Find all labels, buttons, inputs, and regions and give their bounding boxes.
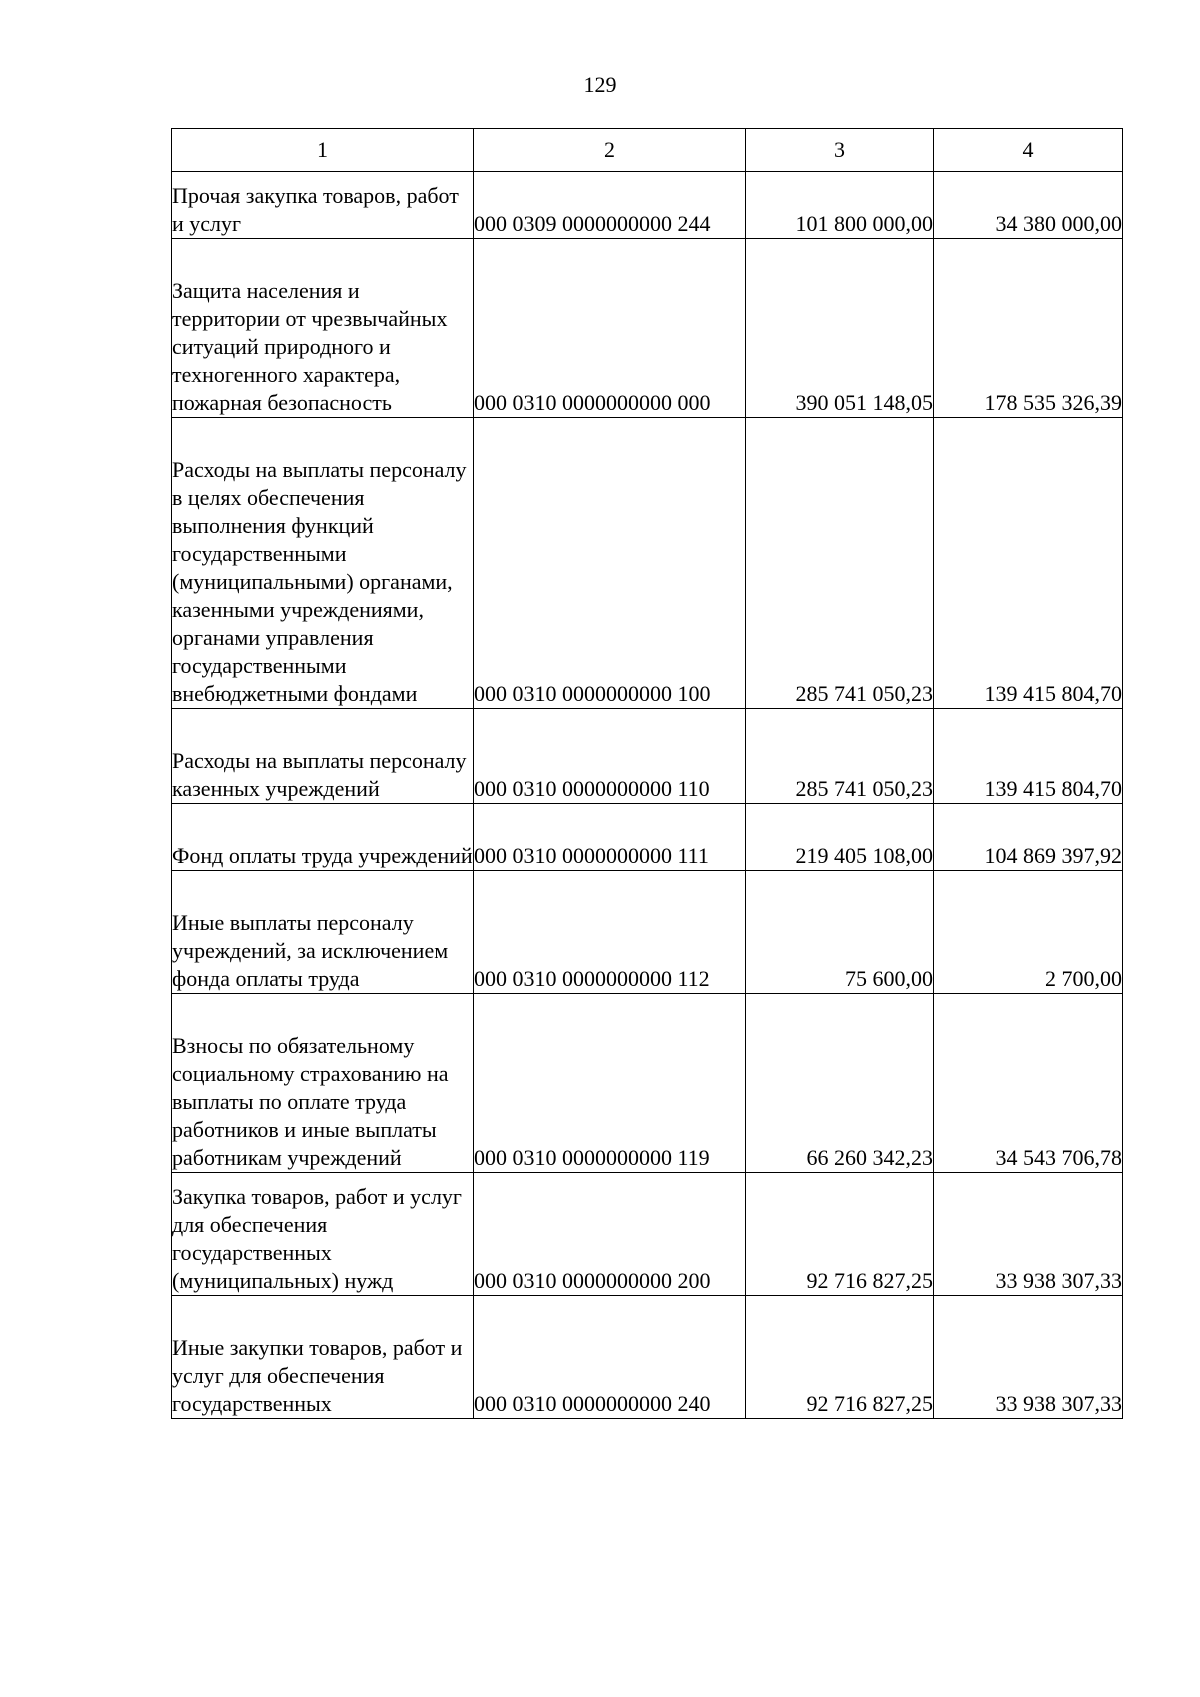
row-name: Фонд оплаты труда учреждений bbox=[172, 804, 474, 871]
column-header-2: 2 bbox=[474, 129, 746, 172]
column-header-1: 1 bbox=[172, 129, 474, 172]
row-name: Расходы на выплаты персоналу казенных учреждений bbox=[172, 709, 474, 804]
column-header-4: 4 bbox=[934, 129, 1123, 172]
row-value-4: 139 415 804,70 bbox=[934, 709, 1123, 804]
row-value-4: 33 938 307,33 bbox=[934, 1173, 1123, 1296]
row-value-3: 390 051 148,05 bbox=[746, 239, 934, 418]
table-row bbox=[172, 172, 1123, 239]
row-code: 000 0310 0000000000 100 bbox=[474, 418, 746, 709]
row-name: Расходы на выплаты персоналу в целях обеспечения выполнения функций государственными (муниципальными) органами, казенными учреждениями, органами управления государственными внебюджетными фондами bbox=[172, 418, 474, 709]
row-value-4: 178 535 326,39 bbox=[934, 239, 1123, 418]
row-code: 000 0310 0000000000 112 bbox=[474, 871, 746, 994]
row-value-3: 285 741 050,23 bbox=[746, 418, 934, 709]
row-name: Иные выплаты персоналу учреждений, за исключением фонда оплаты труда bbox=[172, 871, 474, 994]
row-name: Защита населения и территории от чрезвычайных ситуаций природного и техногенного характера, пожарная безопасность bbox=[172, 239, 474, 418]
table-row bbox=[172, 709, 1123, 804]
row-value-4: 34 543 706,78 bbox=[934, 994, 1123, 1173]
table-header-row bbox=[172, 129, 1123, 172]
row-code: 000 0310 0000000000 111 bbox=[474, 804, 746, 871]
budget-table bbox=[171, 128, 1123, 1419]
row-value-4: 2 700,00 bbox=[934, 871, 1123, 994]
row-name: Закупка товаров, работ и услуг для обеспечения государственных (муниципальных) нужд bbox=[172, 1173, 474, 1296]
row-code: 000 0310 0000000000 240 bbox=[474, 1296, 746, 1419]
row-value-3: 75 600,00 bbox=[746, 871, 934, 994]
row-code: 000 0310 0000000000 000 bbox=[474, 239, 746, 418]
row-code: 000 0310 0000000000 119 bbox=[474, 994, 746, 1173]
table-row bbox=[172, 994, 1123, 1173]
row-value-3: 66 260 342,23 bbox=[746, 994, 934, 1173]
table-row bbox=[172, 418, 1123, 709]
row-value-3: 101 800 000,00 bbox=[746, 172, 934, 239]
table-row bbox=[172, 871, 1123, 994]
page-number: 129 bbox=[583, 72, 617, 97]
row-value-4: 33 938 307,33 bbox=[934, 1296, 1123, 1419]
row-code: 000 0310 0000000000 200 bbox=[474, 1173, 746, 1296]
row-value-4: 104 869 397,92 bbox=[934, 804, 1123, 871]
column-header-3: 3 bbox=[746, 129, 934, 172]
row-code: 000 0310 0000000000 110 bbox=[474, 709, 746, 804]
row-value-4: 34 380 000,00 bbox=[934, 172, 1123, 239]
row-value-4: 139 415 804,70 bbox=[934, 418, 1123, 709]
table-row bbox=[172, 804, 1123, 871]
row-name: Взносы по обязательному социальному страхованию на выплаты по оплате труда работников и иные выплаты работникам учреждений bbox=[172, 994, 474, 1173]
row-name: Иные закупки товаров, работ и услуг для обеспечения государственных bbox=[172, 1296, 474, 1419]
row-code: 000 0309 0000000000 244 bbox=[474, 172, 746, 239]
row-name: Прочая закупка товаров, работ и услуг bbox=[172, 172, 474, 239]
table-row bbox=[172, 239, 1123, 418]
row-value-3: 92 716 827,25 bbox=[746, 1296, 934, 1419]
row-value-3: 92 716 827,25 bbox=[746, 1173, 934, 1296]
row-value-3: 285 741 050,23 bbox=[746, 709, 934, 804]
table-row bbox=[172, 1296, 1123, 1419]
table-row bbox=[172, 1173, 1123, 1296]
row-value-3: 219 405 108,00 bbox=[746, 804, 934, 871]
